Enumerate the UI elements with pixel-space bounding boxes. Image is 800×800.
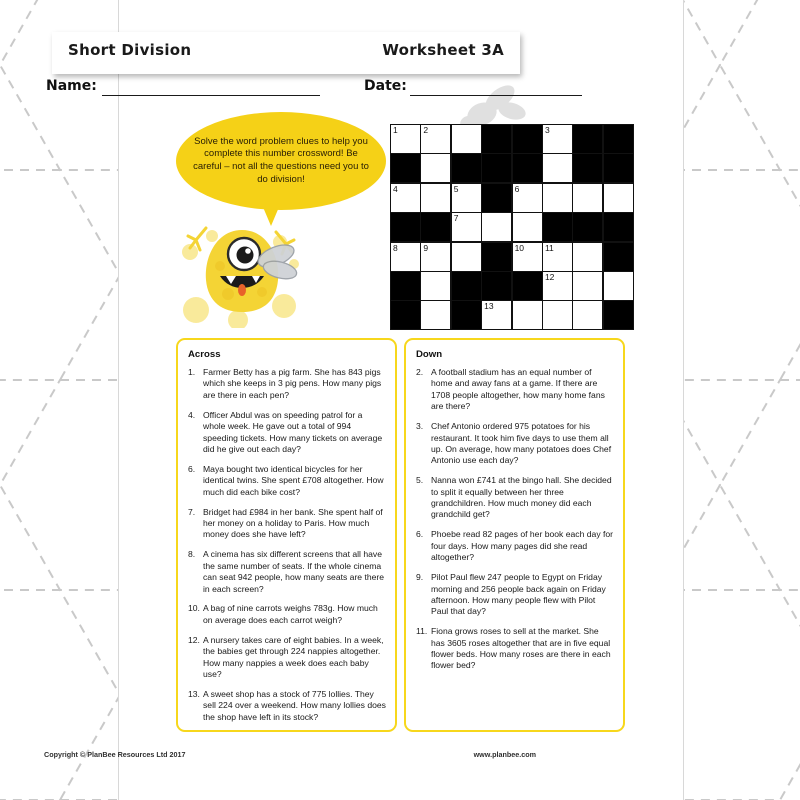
clue-number: 1.	[188, 367, 196, 377]
crossword-cell-block	[452, 301, 481, 329]
crossword-cell-open[interactable]	[513, 213, 542, 241]
crossword-cell-block	[482, 184, 511, 212]
crossword-cell-number: 12	[544, 271, 555, 282]
crossword-cell-open[interactable]	[482, 301, 511, 329]
crossword-cell-open[interactable]	[452, 243, 481, 271]
crossword-cell-number: 10	[514, 242, 525, 253]
clue-item	[416, 475, 614, 521]
website-link[interactable]: www.planbee.com	[473, 750, 536, 759]
crossword-cell-block	[391, 272, 420, 300]
crossword-cell-open[interactable]	[391, 184, 420, 212]
clue-item	[188, 635, 386, 681]
clue-item	[416, 572, 614, 618]
crossword-cell-open[interactable]	[452, 184, 481, 212]
clue-number: 5.	[416, 475, 424, 486]
across-clue-list	[188, 367, 386, 723]
down-heading: Down	[416, 349, 443, 360]
crossword-cell-open[interactable]	[513, 243, 542, 271]
crossword-cell-open[interactable]	[452, 213, 481, 241]
crossword-cell-number: 8	[393, 242, 398, 253]
crossword-cell-open[interactable]	[573, 272, 602, 300]
crossword-cell-open[interactable]	[452, 125, 481, 153]
clue-text: Officer Abdul was on speeding patrol for a whole week. He gave out a total of 994 speeding tickets. How many tickets on average did he give out each day?	[203, 409, 383, 454]
crossword-cell-block	[391, 213, 420, 241]
crossword-cell-number: 1	[393, 125, 398, 135]
crossword-cell-number: 13	[484, 301, 494, 312]
crossword-cell-open[interactable]	[421, 184, 450, 212]
crossword-cell-block	[543, 213, 572, 241]
across-clues-box	[176, 338, 397, 732]
crossword-cell-open[interactable]	[421, 301, 450, 329]
clue-item	[188, 603, 386, 626]
crossword-cell-block	[604, 125, 633, 153]
clue-text: Chef Antonio ordered 975 potatoes for his restaurant. It took him five days to use them all up. On average, how many potatoes does Chef Antonio use each day?	[431, 421, 612, 466]
worksheet-label: Worksheet 3A	[382, 41, 504, 59]
crossword-cell-block	[513, 125, 542, 153]
crossword-cell-open[interactable]	[543, 154, 572, 182]
clue-number: 4.	[188, 409, 196, 420]
clue-number: 7.	[188, 506, 196, 517]
crossword-cell-open[interactable]	[391, 243, 420, 271]
crossword-cell-block	[391, 301, 420, 329]
crossword-cell-open[interactable]	[573, 184, 602, 212]
clue-number: 6.	[416, 529, 424, 540]
clue-item	[416, 421, 614, 467]
down-clue-list	[416, 367, 614, 672]
clue-number: 2.	[416, 367, 424, 377]
crossword-cell-block	[452, 154, 481, 182]
crossword-cell-block	[513, 154, 542, 182]
crossword-cell-open[interactable]	[573, 301, 602, 329]
clue-text: Maya bought two identical bicycles for her identical twins. She spent £708 altogether. How much did each bike cost?	[203, 463, 384, 497]
crossword-cell-number: 11	[544, 242, 554, 253]
date-input-line[interactable]	[410, 95, 582, 96]
clue-number: 3.	[416, 421, 424, 432]
clue-number: 11.	[416, 626, 428, 637]
crossword-cell-open[interactable]	[482, 213, 511, 241]
name-date-row	[46, 78, 536, 100]
crossword-cell-open[interactable]	[604, 184, 633, 212]
crossword-cell-open[interactable]	[513, 301, 542, 329]
crossword-cell-open[interactable]	[604, 272, 633, 300]
crossword-cell-open[interactable]	[421, 125, 450, 153]
crossword-cell-number: 7	[453, 213, 459, 224]
crossword-cell-number: 4	[393, 183, 398, 194]
clue-text: Bridget had £984 in her bank. She spent half of her money on a holiday to Paris. How much money does she have left?	[203, 506, 383, 540]
clue-item	[188, 367, 386, 401]
crossword-cell-block	[573, 125, 602, 153]
crossword-cell-number: 5	[453, 183, 459, 194]
crossword-cell-open[interactable]	[421, 154, 450, 182]
clue-text: A football stadium has an equal number of home and away fans at a game. If there are 1708 people altogether, how many home fans are there?	[431, 367, 605, 412]
clue-item	[188, 410, 386, 456]
clue-text: A bag of nine carrots weighs 783g. How much on average does each carrot weigh?	[203, 603, 378, 625]
crossword-cell-block	[513, 272, 542, 300]
clue-number: 13.	[188, 688, 200, 699]
clue-text: A cinema has six different screens that all have the same number of seats. If the whole cinema can seat 942 people, how many seats are there in each screen?	[203, 549, 385, 594]
speech-bubble-body	[176, 112, 386, 210]
crossword-cell-block	[604, 154, 633, 182]
crossword-cell-open[interactable]	[543, 184, 572, 212]
crossword-cell-open[interactable]	[391, 125, 420, 153]
clue-item	[416, 367, 614, 413]
crossword-cell-number: 2	[423, 125, 429, 135]
crossword-cell-block	[482, 272, 511, 300]
crossword-cell-block	[482, 125, 511, 153]
monster-mascot-icon	[176, 206, 308, 328]
crossword-cell-block	[482, 154, 511, 182]
crossword-cell-open[interactable]	[421, 243, 450, 271]
clue-number: 8.	[188, 549, 196, 560]
clue-number: 12.	[188, 634, 200, 645]
crossword-cell-block	[604, 243, 633, 271]
clue-text: Fiona grows roses to sell at the market. She has 3605 roses altogether that are in five equal flower beds. How many roses are there in each flower bed?	[431, 626, 611, 671]
clue-text: Pilot Paul flew 247 people to Egypt on Friday morning and 256 people back again on Friday afternoon. How many people flew with Pilot Paul that day?	[431, 572, 606, 617]
crossword-cell-open[interactable]	[421, 272, 450, 300]
clue-item	[188, 507, 386, 541]
clue-text: A nursery takes care of eight babies. In a week, the babies get through 224 nappies altogether. How many nappies a week does each baby use?	[203, 634, 384, 679]
clue-item	[188, 549, 386, 595]
crossword-grid[interactable]	[390, 124, 634, 330]
crossword-cell-open[interactable]	[513, 184, 542, 212]
down-clues-box	[404, 338, 625, 732]
clue-item	[416, 529, 614, 563]
page-footer	[44, 750, 536, 759]
clue-text: A sweet shop has a stock of 775 lollies. They sell 224 over a weekend. How many lollies does the shop have left in its stock?	[203, 688, 386, 722]
clue-text: Farmer Betty has a pig farm. She has 843 pigs which she keeps in 3 pig pens. How many pigs are there in each pen?	[203, 367, 382, 400]
crossword-cell-number: 9	[423, 242, 429, 253]
copyright-text: Copyright © PlanBee Resources Ltd 2017	[44, 750, 186, 759]
crossword-cell-open[interactable]	[543, 301, 572, 329]
crossword-cell-number: 3	[544, 125, 550, 135]
crossword-cell-open[interactable]	[543, 243, 572, 271]
page-title: Short Division	[68, 41, 192, 59]
crossword-cell-number: 6	[514, 183, 520, 194]
name-input-line[interactable]	[102, 95, 320, 96]
clue-item	[188, 464, 386, 498]
crossword-cell-block	[573, 154, 602, 182]
crossword-cell-open[interactable]	[543, 125, 572, 153]
crossword-cell-block	[391, 154, 420, 182]
clue-text: Phoebe read 82 pages of her book each day for four days. How many pages did she read altogether?	[431, 529, 614, 563]
clue-number: 6.	[188, 463, 196, 474]
across-heading: Across	[188, 349, 221, 360]
instruction-text: Solve the word problem clues to help you complete this number crossword! Be careful – not all the questions need you to do division!	[193, 135, 369, 185]
clue-item	[416, 626, 614, 672]
crossword-cell-open[interactable]	[573, 243, 602, 271]
clue-item	[188, 689, 386, 723]
crossword-cell-block	[604, 213, 633, 241]
crossword-cell-block	[482, 243, 511, 271]
header-title-bar	[52, 32, 520, 74]
clue-number: 9.	[416, 572, 424, 583]
crossword-cell-block	[421, 213, 450, 241]
crossword-cell-block	[452, 272, 481, 300]
clue-number: 10.	[188, 603, 200, 614]
clue-text: Nanna won £741 at the bingo hall. She decided to split it equally between her three grandchildren. How much money did each grandchild get?	[431, 475, 612, 520]
crossword-cell-open[interactable]	[543, 272, 572, 300]
crossword-cell-block	[604, 301, 633, 329]
date-label: Date:	[364, 78, 407, 94]
name-label: Name:	[46, 78, 97, 94]
crossword-cell-block	[573, 213, 602, 241]
